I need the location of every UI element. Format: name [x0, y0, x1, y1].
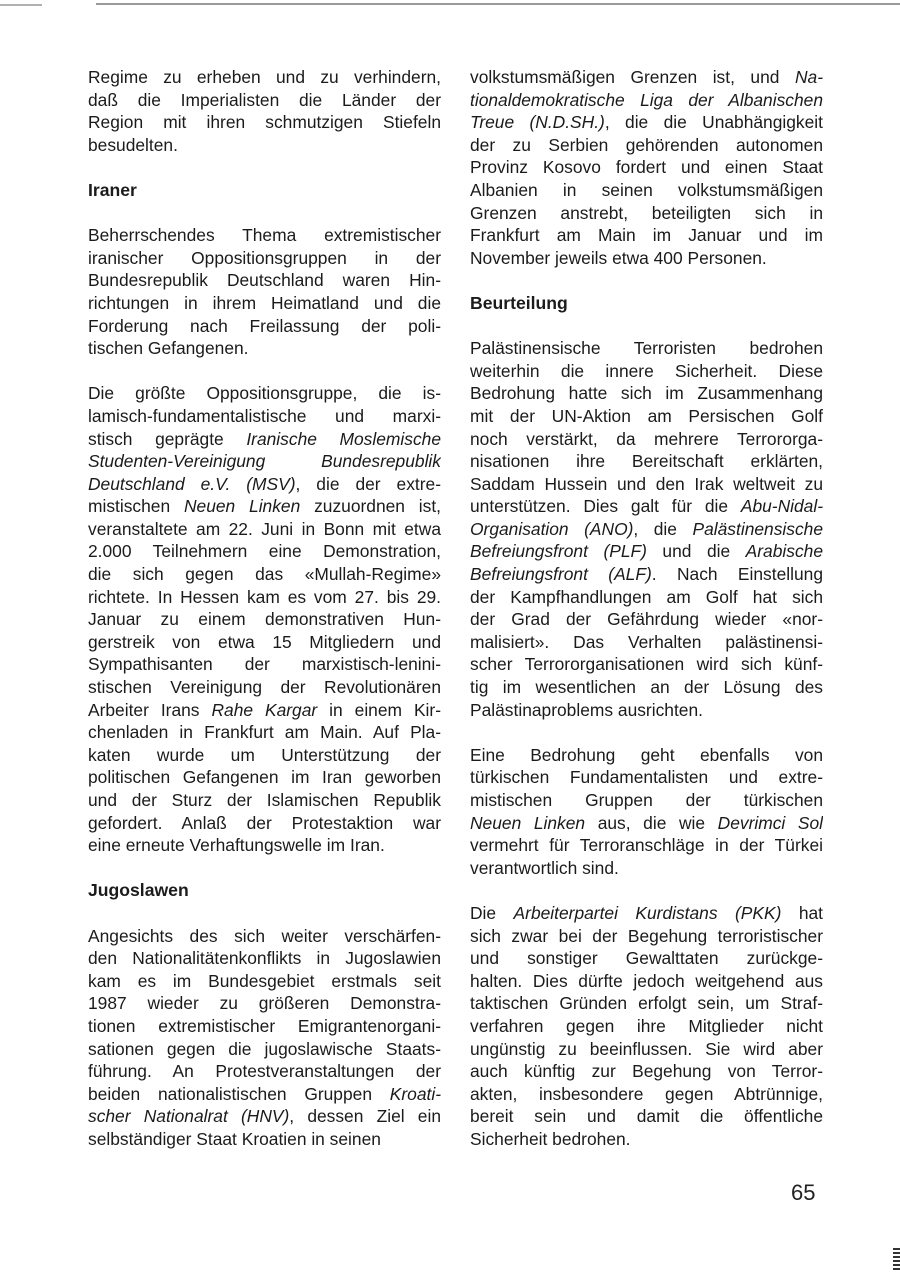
- text-line: [470, 1083, 823, 1106]
- text-run: akten, insbesondere gegen Abtrünnige,: [470, 1083, 823, 1104]
- text-line: [88, 1015, 441, 1038]
- italic-term: Neuen Linken: [183, 496, 301, 517]
- italic-term: Neuen Linken: [470, 812, 586, 833]
- text-run: Region mit ihren schmutzigen Stiefeln: [88, 112, 441, 133]
- left-column: [88, 66, 441, 1173]
- text-run: der Kampfhandlungen am Golf hat sich: [470, 586, 823, 607]
- text-line: [470, 134, 823, 157]
- text-run: richtete. In Hessen kam es vom 27. bis 29.: [88, 586, 441, 607]
- text-line: [470, 992, 823, 1015]
- text-line: [88, 766, 441, 789]
- text-line: [88, 721, 441, 744]
- text-run: ungünstig zu beeinflussen. Sie wird aber: [470, 1038, 823, 1059]
- text-run: Januar zu einem demonstrativen Hun-: [88, 609, 441, 630]
- italic-term: Palästinensische: [692, 518, 823, 539]
- text-line: [470, 382, 823, 405]
- text-line: [470, 812, 823, 835]
- text-line: [470, 540, 823, 563]
- italic-term: Befreiungsfront (PLF): [470, 541, 647, 562]
- text-line: [88, 450, 441, 473]
- text-run: , dessen Ziel ein: [289, 1106, 441, 1127]
- text-line: [470, 89, 823, 112]
- paragraph: [470, 337, 823, 721]
- text-run: stisch geprägte: [88, 428, 247, 449]
- text-run: chenladen in Frankfurt am Main. Auf Pla-: [88, 722, 441, 743]
- text-run: mistischen Gruppen der türkischen: [470, 790, 823, 810]
- italic-term: Organisation (ANO): [470, 518, 634, 539]
- text-run: nisationen ihre Bereitschaft erklärten,: [470, 451, 823, 472]
- text-line: [470, 744, 823, 767]
- paragraph: [470, 902, 823, 1151]
- text-run: daß die Imperialisten die Länder der: [88, 89, 441, 110]
- text-run: Arbeiter Irans: [88, 699, 212, 720]
- text-line: [88, 1128, 441, 1151]
- text-run: Sympathisanten der marxistisch-lenini-: [88, 654, 441, 675]
- text-run: vermehrt für Terroranschläge in der Türkei: [470, 835, 823, 856]
- text-run: Eine Bedrohung geht ebenfalls von: [470, 744, 823, 765]
- text-run: scher Terrororganisationen wird sich künf-: [470, 654, 823, 675]
- text-run: Sicherheit bedrohen.: [470, 1128, 631, 1149]
- text-run: noch verstärkt, da mehrere Terrororga-: [470, 428, 823, 449]
- text-run: tischen Gefangenen.: [88, 338, 249, 359]
- text-run: verantwortlich sind.: [470, 857, 619, 878]
- right-column: [470, 66, 823, 1173]
- text-line: [470, 902, 823, 925]
- text-run: verfahren gegen ihre Mitglieder nicht: [470, 1015, 823, 1036]
- paragraph: [88, 382, 441, 856]
- text-line: [88, 947, 441, 970]
- text-line: [88, 89, 441, 112]
- text-run: besudelten.: [88, 134, 178, 155]
- text-line: [88, 495, 441, 518]
- text-run: , die: [633, 518, 693, 539]
- text-run: gefordert. Anlaß der Protestaktion war: [88, 812, 441, 833]
- text-run: und sonstiger Gewalttaten zurückge-: [470, 948, 823, 969]
- text-line: [88, 744, 441, 767]
- section-heading: Iraner: [88, 179, 137, 200]
- text-line: [470, 1060, 823, 1083]
- text-line: [88, 66, 441, 89]
- text-run: 1987 wieder zu größeren Demonstra-: [88, 993, 441, 1014]
- text-line: [88, 315, 441, 338]
- text-line: [470, 428, 823, 451]
- text-run: unterstützen. Dies galt für die: [470, 496, 741, 517]
- italic-term: Arabische: [745, 541, 823, 562]
- text-line: [88, 1038, 441, 1061]
- text-run: Albanien in seinen volkstumsmäßigen: [470, 179, 823, 200]
- text-run: veranstaltete am 22. Juni in Bonn mit etwa: [88, 518, 441, 539]
- text-run: Beherrschendes Thema extremistischer: [88, 225, 441, 246]
- text-line: [470, 66, 823, 89]
- text-run: iranischer Oppositionsgruppen in der: [88, 247, 441, 268]
- text-line: [470, 337, 823, 360]
- top-rule-left: [0, 4, 42, 6]
- text-line: [470, 1105, 823, 1128]
- text-run: Provinz Kosovo fordert und einen Staat: [470, 157, 823, 178]
- text-line: [470, 224, 823, 247]
- text-line: [88, 337, 441, 360]
- italic-term: Na-: [794, 67, 823, 87]
- text-line: [470, 857, 823, 880]
- italic-term: Iranische Moslemische: [246, 428, 441, 449]
- text-run: gerstreik von etwa 15 Mitgliedern und: [88, 631, 441, 652]
- text-line: [470, 202, 823, 225]
- italic-term: tionaldemokratische Liga der Albanischen: [470, 89, 823, 110]
- section-heading: Beurteilung: [470, 292, 568, 313]
- text-line: [470, 586, 823, 609]
- text-run: aus, die wie: [585, 812, 718, 833]
- italic-term: Treue (N.D.SH.): [470, 112, 605, 133]
- text-run: führung. An Protestveranstaltungen der: [88, 1061, 441, 1082]
- text-line: [470, 789, 823, 812]
- text-line: [470, 947, 823, 970]
- text-run: Bundesrepublik Deutschland waren Hin-: [88, 270, 441, 291]
- text-line: [88, 631, 441, 654]
- text-line: [470, 834, 823, 857]
- text-run: halten. Dies dürfte jedoch weitgehend aus: [470, 970, 823, 991]
- page-number: 65: [791, 1180, 816, 1205]
- text-run: zuzuordnen ist,: [300, 496, 441, 517]
- text-line: [470, 360, 823, 383]
- text-run: Palästinensische Terroristen bedrohen: [470, 338, 823, 359]
- text-line: [470, 1038, 823, 1061]
- italic-term: Kroati-: [389, 1083, 441, 1104]
- text-line: [88, 1105, 441, 1128]
- text-line: [470, 495, 823, 518]
- text-line: [88, 1060, 441, 1083]
- text-run: und der Sturz der Islamischen Republik: [88, 790, 441, 810]
- text-run: taktischen Gründen erfolgt sein, um Straf-: [470, 993, 823, 1014]
- text-line: [470, 111, 823, 134]
- text-run: auch künftig zur Begehung von Terror-: [470, 1061, 823, 1082]
- text-line: [88, 789, 441, 812]
- text-line: [88, 473, 441, 496]
- text-run: mistischen: [88, 496, 184, 517]
- text-line: [88, 992, 441, 1015]
- text-run: Frankfurt am Main im Januar und im: [470, 225, 823, 246]
- text-line: [88, 224, 441, 247]
- text-line: [470, 156, 823, 179]
- text-line: [88, 134, 441, 157]
- text-run: weiterhin die innere Sicherheit. Diese: [470, 360, 823, 381]
- italic-term: Befreiungsfront (ALF): [470, 564, 652, 585]
- italic-term: scher Nationalrat (HNV): [88, 1106, 290, 1127]
- section-heading: Jugoslawen: [88, 880, 189, 901]
- text-run: Angesichts des sich weiter verschärfen-: [88, 925, 441, 946]
- text-line: [88, 653, 441, 676]
- text-run: sich zwar bei der Begehung terroristischer: [470, 925, 823, 946]
- page-edge-mark: [893, 1248, 900, 1270]
- text-line: [88, 518, 441, 541]
- italic-term: Deutschland e.V. (MSV): [88, 473, 296, 494]
- text-line: [470, 925, 823, 948]
- text-line: [470, 405, 823, 428]
- text-run: volkstumsmäßigen Grenzen ist, und: [470, 67, 795, 87]
- text-line: [88, 428, 441, 451]
- text-line: [470, 473, 823, 496]
- text-run: politischen Gefangenen im Iran geworben: [88, 767, 441, 788]
- text-line: [88, 111, 441, 134]
- text-line: [88, 540, 441, 563]
- text-line: [88, 925, 441, 948]
- text-line: [470, 247, 823, 270]
- text-run: Die größte Oppositionsgruppe, die is-: [88, 383, 441, 404]
- text-line: [470, 1128, 823, 1151]
- text-line: [88, 1083, 441, 1106]
- text-run: , die die Unabhängigkeit: [604, 112, 823, 133]
- italic-term: Devrimci Sol: [717, 812, 823, 833]
- text-run: katen wurde um Unterstützung der: [88, 744, 441, 765]
- text-line: [470, 179, 823, 202]
- text-line: [470, 518, 823, 541]
- text-run: richtungen in ihrem Heimatland und die: [88, 292, 441, 313]
- text-run: der Grad der Gefährdung wieder «nor-: [470, 609, 823, 630]
- text-run: 2.000 Teilnehmern eine Demonstration,: [88, 541, 441, 562]
- text-run: Palästinaproblems ausrichten.: [470, 699, 703, 720]
- paragraph: [88, 925, 441, 1151]
- text-line: [470, 450, 823, 473]
- paragraph: [88, 66, 441, 156]
- text-run: hat: [781, 902, 823, 923]
- text-line: [88, 405, 441, 428]
- text-run: und die: [646, 541, 746, 562]
- text-line: [470, 676, 823, 699]
- text-run: Saddam Hussein und den Irak weltweit zu: [470, 473, 823, 494]
- text-run: tionen extremistischer Emigrantenorgani-: [88, 1015, 441, 1036]
- text-line: [470, 653, 823, 676]
- text-line: [470, 970, 823, 993]
- text-line: [470, 631, 823, 654]
- text-line: [470, 608, 823, 631]
- text-run: . Nach Einstellung: [651, 564, 823, 585]
- text-run: eine erneute Verhaftungswelle im Iran.: [88, 835, 385, 856]
- text-run: Regime zu erheben und zu verhindern,: [88, 67, 441, 87]
- text-line: [88, 269, 441, 292]
- italic-term: Rahe Kargar: [211, 699, 318, 720]
- text-run: türkischen Fundamentalisten und extre-: [470, 767, 823, 788]
- text-line: [88, 563, 441, 586]
- italic-term: Abu-Nidal-: [740, 496, 823, 517]
- text-line: [88, 699, 441, 722]
- text-run: den Nationalitätenkonflikts in Jugoslawien: [88, 948, 441, 969]
- paragraph: [470, 66, 823, 269]
- text-line: [470, 766, 823, 789]
- text-run: tig im wesentlichen an der Lösung des: [470, 677, 823, 698]
- text-run: stischen Vereinigung der Revolutionären: [88, 677, 441, 698]
- text-run: Grenzen anstrebt, beteiligten sich in: [470, 202, 823, 223]
- paragraph: [470, 744, 823, 880]
- text-line: [88, 247, 441, 270]
- text-run: kam es im Bundesgebiet erstmals seit: [88, 970, 441, 991]
- text-line: [470, 563, 823, 586]
- text-run: bereit sein und damit die öffentliche: [470, 1106, 823, 1127]
- text-run: malisiert». Das Verhalten palästinensi-: [470, 631, 823, 652]
- text-line: [88, 676, 441, 699]
- text-run: beiden nationalistischen Gruppen: [88, 1083, 390, 1104]
- text-line: [88, 382, 441, 405]
- text-line: [470, 699, 823, 722]
- top-rule-right: [96, 3, 900, 5]
- text-line: [88, 834, 441, 857]
- text-run: Forderung nach Freilassung der poli-: [88, 315, 441, 336]
- italic-term: Studenten-Vereinigung Bundesrepublik: [88, 451, 441, 472]
- text-run: , die der extre-: [295, 473, 441, 494]
- text-run: selbständiger Staat Kroatien in seinen: [88, 1128, 381, 1149]
- text-line: [88, 586, 441, 609]
- paragraph: [88, 224, 441, 360]
- text-run: Bedrohung hatte sich im Zusammenhang: [470, 383, 823, 404]
- text-line: [88, 608, 441, 631]
- text-run: mit der UN-Aktion am Persischen Golf: [470, 405, 823, 426]
- text-run: Die: [470, 902, 514, 923]
- text-run: die sich gegen das «Mullah-Regime»: [88, 564, 441, 585]
- text-line: [470, 1015, 823, 1038]
- text-line: [88, 812, 441, 835]
- text-run: lamisch-fundamentalistische und marxi-: [88, 405, 441, 426]
- text-run: sationen gegen die jugoslawische Staats-: [88, 1038, 441, 1059]
- text-run: in einem Kir-: [317, 699, 441, 720]
- text-line: [88, 292, 441, 315]
- text-run: der zu Serbien gehörenden autonomen: [470, 134, 823, 155]
- text-run: November jeweils etwa 400 Personen.: [470, 247, 767, 268]
- italic-term: Arbeiterpartei Kurdistans (PKK): [513, 902, 782, 923]
- text-line: [88, 970, 441, 993]
